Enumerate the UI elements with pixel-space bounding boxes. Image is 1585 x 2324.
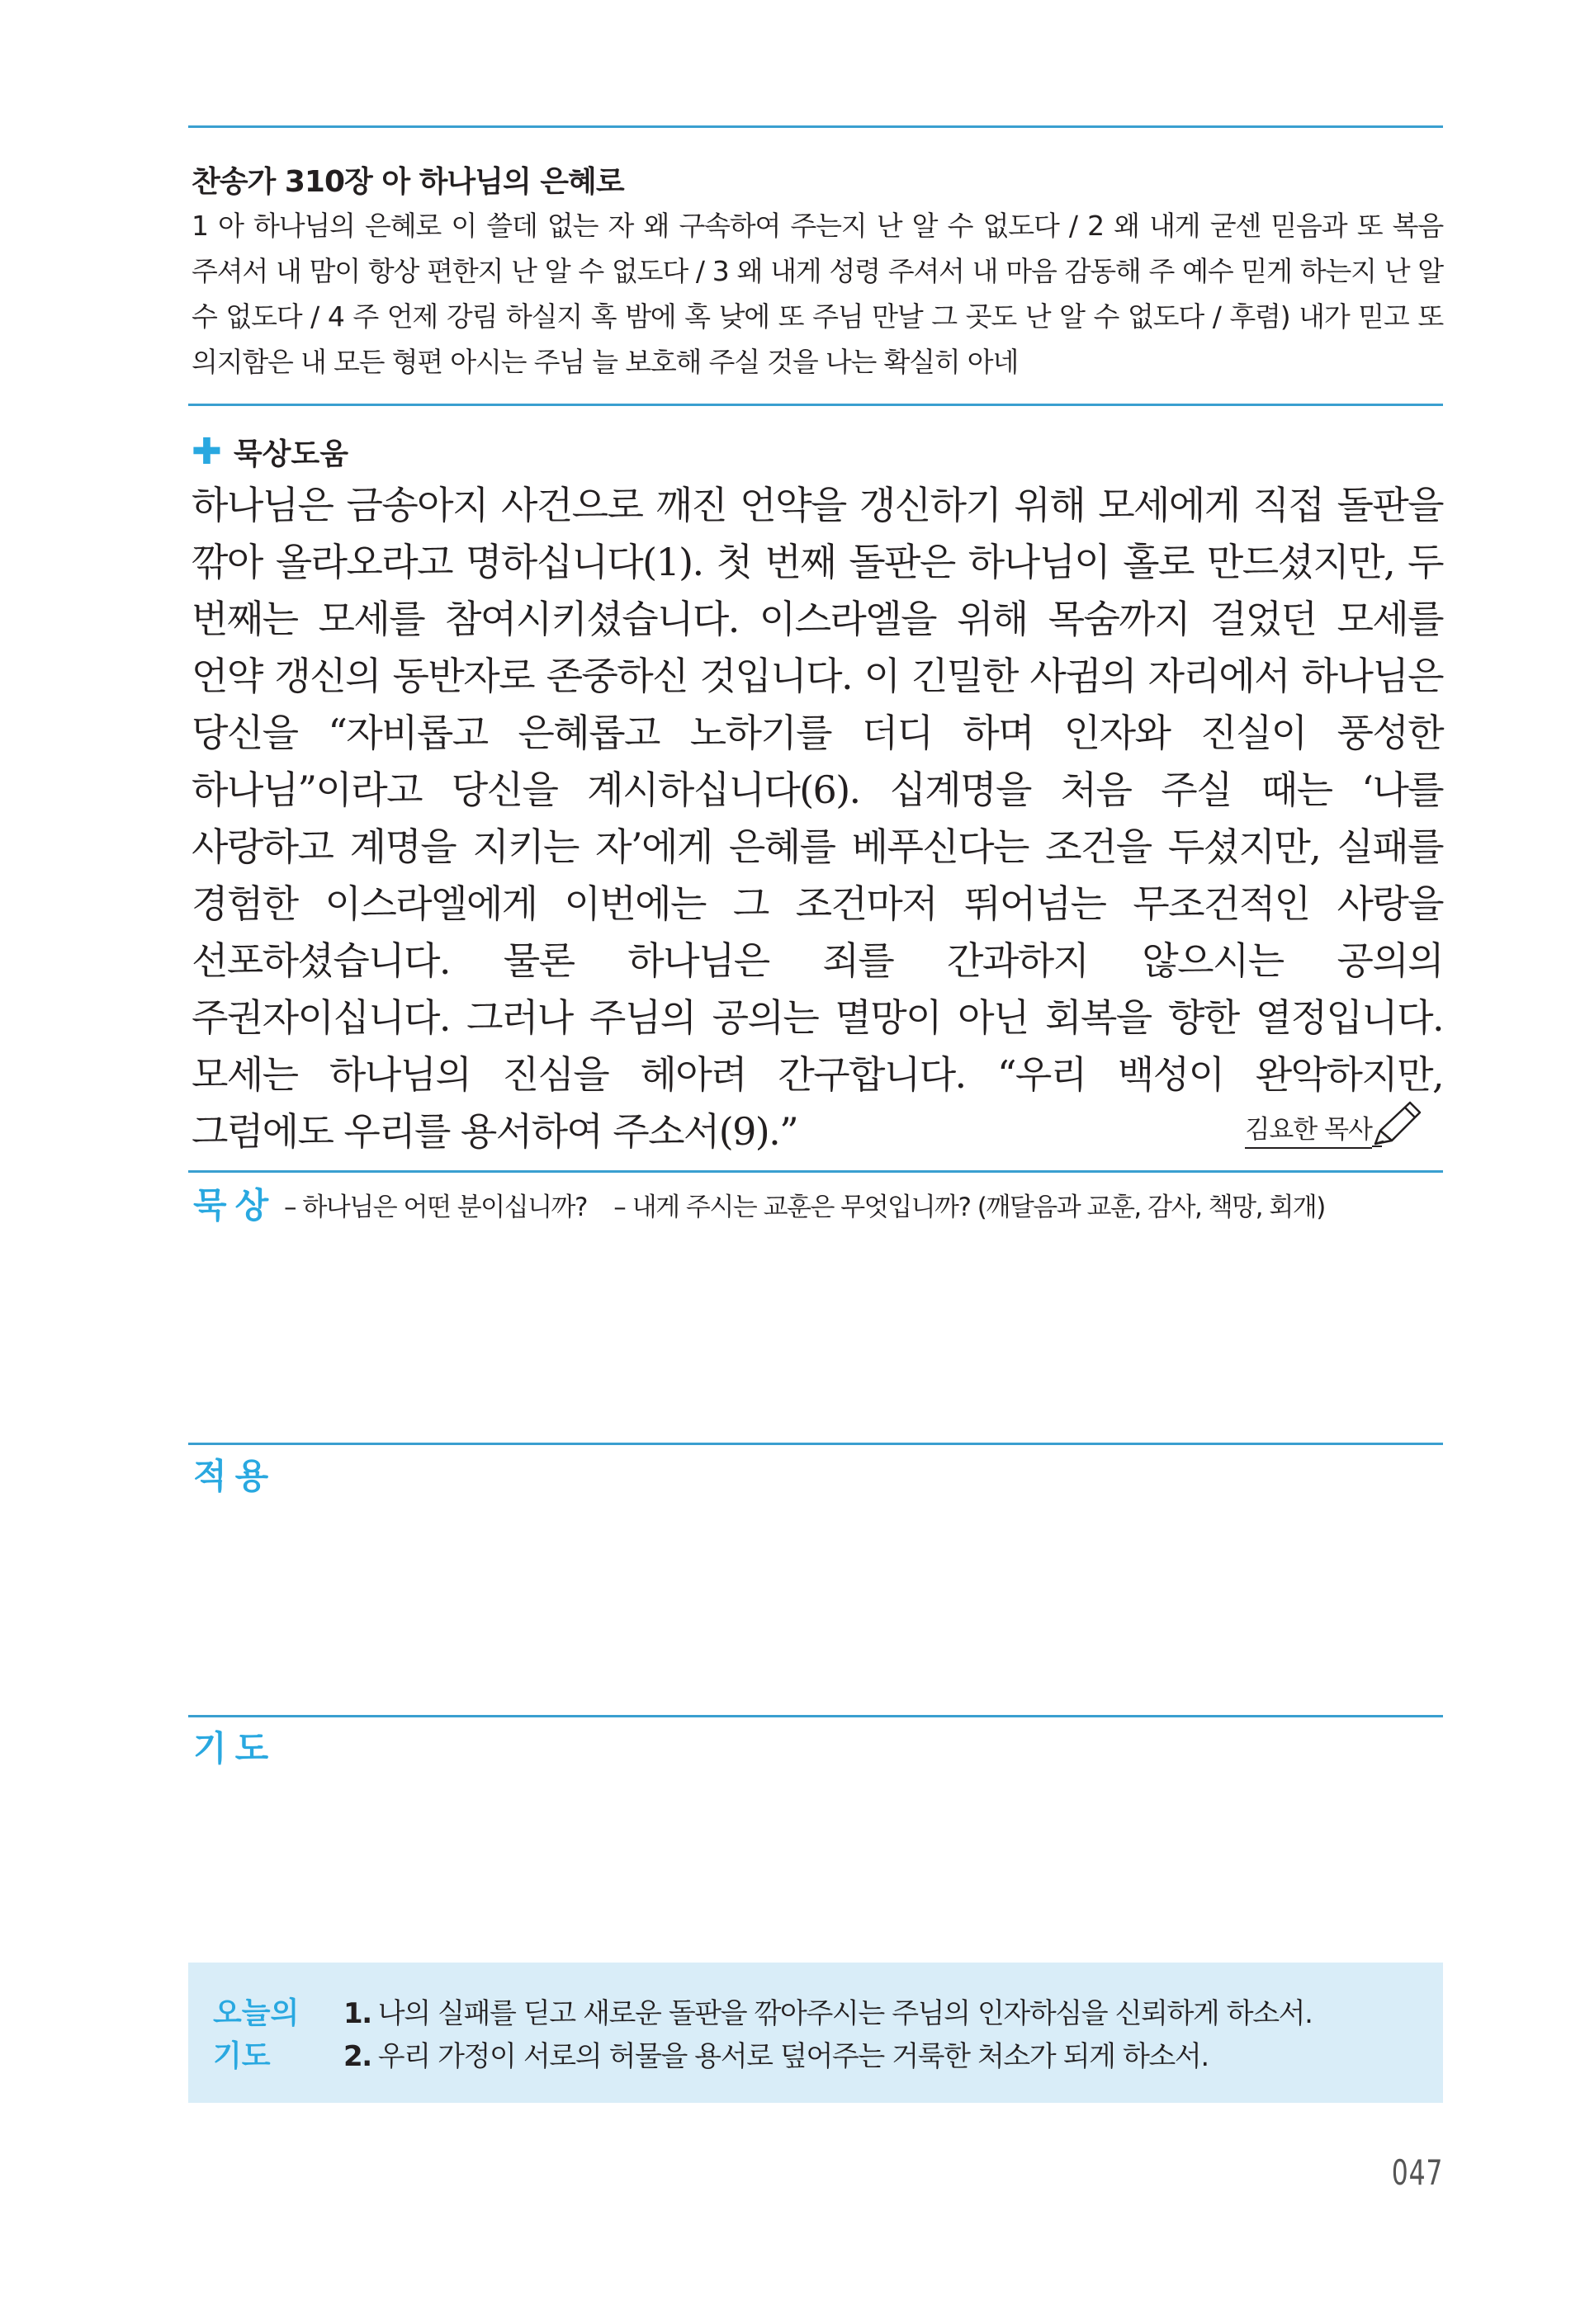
meditation-help-heading xyxy=(192,431,348,473)
meditation-question-2: – 내게 주시는 교훈은 무엇입니까? (깨달음과 교훈, 감사, 책망, 회개) xyxy=(613,1193,1325,1222)
meditation-rule xyxy=(188,1170,1443,1173)
hymn-title: 찬송가 310장 아 하나님의 은혜로 xyxy=(192,165,624,199)
pencil-icon xyxy=(1372,1098,1430,1149)
author-signature xyxy=(1245,1098,1430,1149)
meditation-help-body: 하나님은 금송아지 사건으로 깨진 언약을 갱신하기 위해 모세에게 직접 돌판을 깎아 올라오라고 명하십니다(1). 첫 번째 돌판은 하나님이 홀로 만드셨지만, 두 번째는 모세를 참여시키셨습니다. 이스라엘을 위해 목숨까지 걸었던 모세를 언약 갱신의 동반자로 존중하신 것입니다. 이 긴밀한 사귐의 자리에서 하나님은 당신을 “자비롭고 은혜롭고 노하기를 더디 하며 인자와 진실이 풍성한 하나님”이라고 당신을 계시하십니다(6). 십계명을 처음 주실 때는 ‘나를 사랑하고 계명을 지키는 자’에게 은혜를 베푸신다는 조건을 두셨지만, 실패를 경험한 이스라엘에게 이번에는 그 조건마저 뛰어넘는 무조건적인 사랑을 선포하셨습니다. 물론 하나님은 죄를 간과하지 않으시는 공의의 주권자이십니다. 그러나 주님의 공의는 멸망이 아닌 회복을 향한 열정입니다. 모세는 하나님의 진심을 헤아려 간구합니다. “우리 백성이 완악하지만, 그럼에도 우리를 용서하여 주소서(9).” xyxy=(192,483,1443,1154)
item-number: 2. xyxy=(343,2040,371,2073)
today-prayer-box xyxy=(188,1963,1443,2103)
page-number: 047 xyxy=(1391,2152,1443,2193)
prayer-rule xyxy=(188,1715,1443,1717)
application-label: 적용 xyxy=(193,1456,277,1496)
prayer-label: 기도 xyxy=(193,1728,277,1769)
meditation-help-title: 묵상도움 xyxy=(233,437,348,471)
today-prayer-label-line2: 기도 xyxy=(213,2039,271,2073)
meditation-question-1: – 하나님은 어떤 분이십니까? xyxy=(284,1193,587,1222)
hymn-bottom-rule xyxy=(188,404,1443,406)
today-prayer-items xyxy=(343,1992,1313,2078)
today-prayer-item-1 xyxy=(343,1992,1313,2035)
hymn-lyrics: 1 아 하나님의 은혜로 이 쓸데 없는 자 왜 구속하여 주는지 난 알 수 없도다 / 2 왜 내게 굳센 믿음과 또 복음 주셔서 내 맘이 항상 편한지 난 알 수 없도다 / 3 왜 내게 성령 주셔서 내 마음 감동해 주 예수 믿게 하는지 난 알 수 없도다 / 4 주 언제 강림 하실지 혹 밤에 혹 낮에 또 주님 만날 그 곳도 난 알 수 없도다 / 후렴) 내가 믿고 또 의지함은 내 모든 형편 아시는 주님 늘 보호해 주실 것을 나는 확실히 아네 xyxy=(192,210,1443,378)
top-rule xyxy=(188,125,1443,128)
application-rule xyxy=(188,1443,1443,1445)
item-text: 우리 가정이 서로의 허물을 용서로 덮어주는 거룩한 처소가 되게 하소서. xyxy=(377,2040,1209,2073)
meditation-questions xyxy=(284,1186,1345,1223)
meditation-label: 묵상 xyxy=(193,1185,277,1226)
item-number: 1. xyxy=(343,1997,371,2030)
item-text: 나의 실패를 딛고 새로운 돌판을 깎아주시는 주님의 인자하심을 신뢰하게 하소서. xyxy=(377,1997,1313,2030)
today-prayer-item-2 xyxy=(343,2035,1313,2078)
today-prayer-label-line1: 오늘의 xyxy=(213,1996,300,2030)
plus-icon: ✚ xyxy=(192,430,222,473)
today-prayer-label xyxy=(213,1992,299,2078)
author-name: 김요한 목사 xyxy=(1245,1108,1372,1149)
